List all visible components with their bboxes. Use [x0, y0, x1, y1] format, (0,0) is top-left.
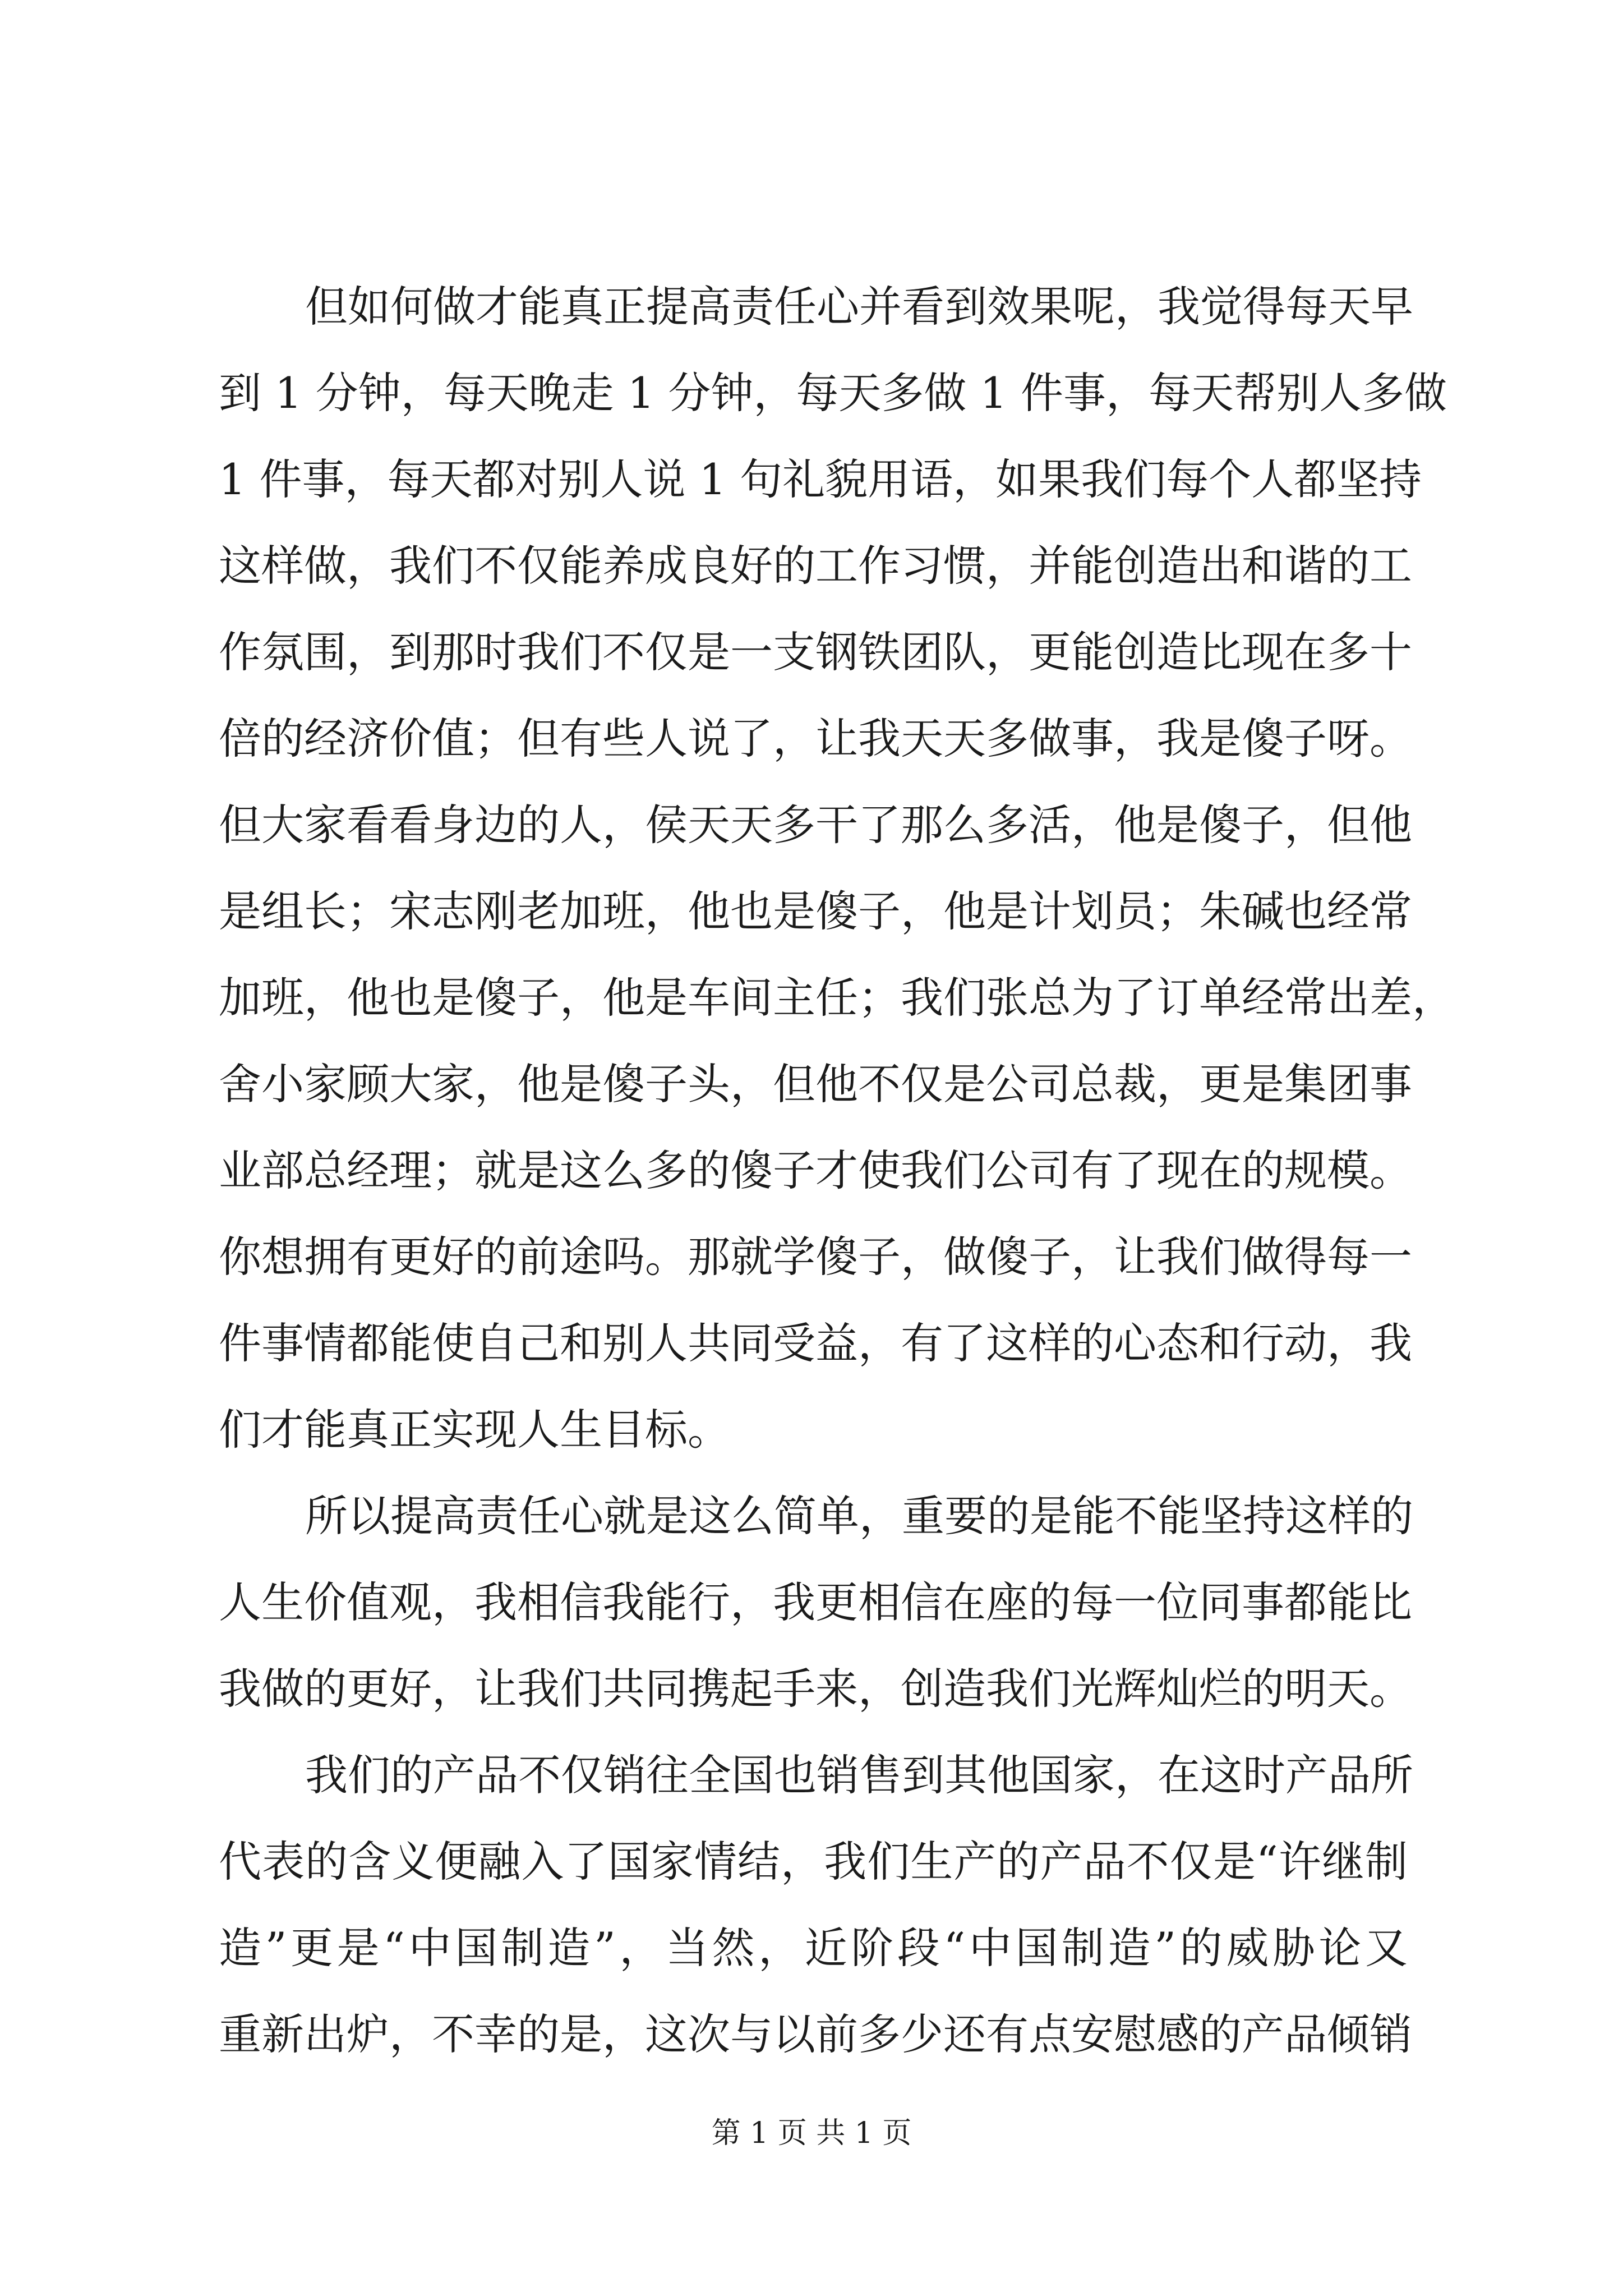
paragraph-1-line-5: 作氛围，到那时我们不仅是一支钢铁团队，更能创造比现在多十 [219, 627, 1412, 677]
paragraph-2-line-3: 我做的更好，让我们共同携起手来，创造我们光辉灿烂的明天。 [219, 1664, 1412, 1714]
document-body [219, 264, 1455, 2078]
paragraph-1-line-8: 是组长；宋志刚老加班，他也是傻子，他是计划员；朱碱也经常 [219, 886, 1412, 936]
paragraph-1-line-13: 件事情都能使自己和别人共同受益，有了这样的心态和行动，我 [219, 1318, 1412, 1368]
paragraph-1-line-14: 们才能真正实现人生目标。 [219, 1405, 730, 1455]
paragraph-1-line-3: 1 件事，每天都对别人说 1 句礼貌用语，如果我们每个人都坚持 [219, 454, 1422, 504]
paragraph-1-line-10: 舍小家顾大家，他是傻子头，但他不仅是公司总裁，更是集团事 [219, 1059, 1412, 1109]
paragraph-1-line-4: 这样做，我们不仅能养成良好的工作习惯，并能创造出和谐的工 [219, 541, 1412, 591]
paragraph-3-line-4: 重新出炉，不幸的是，这次与以前多少还有点安慰感的产品倾销 [219, 2009, 1412, 2059]
paragraph-3-line-1: 我们的产品不仅销往全国也销售到其他国家，在这时产品所 [305, 1750, 1413, 1800]
page-number-footer: 第 1 页 共 1 页 [711, 2116, 912, 2150]
paragraph-3-line-3: 造”更是“中国制造”，当然，近阶段“中国制造”的威胁论又 [219, 1923, 1408, 1973]
paragraph-1-line-6: 倍的经济价值；但有些人说了，让我天天多做事，我是傻子呀。 [219, 714, 1412, 763]
paragraph-1-line-9: 加班，他也是傻子，他是车间主任；我们张总为了订单经常出差， [219, 973, 1455, 1023]
paragraph-2-line-2: 人生价值观，我相信我能行，我更相信在座的每一位同事都能比 [219, 1577, 1412, 1627]
paragraph-1-line-2: 到 1 分钟，每天晚走 1 分钟，每天多做 1 件事，每天帮别人多做 [219, 368, 1447, 418]
paragraph-1-line-7: 但大家看看身边的人，侯天天多干了那么多活，他是傻子，但他 [219, 800, 1412, 850]
paragraph-3-line-2: 代表的含义便融入了国家情结，我们生产的产品不仅是“许继制 [219, 1837, 1408, 1887]
paragraph-1-line-12: 你想拥有更好的前途吗。那就学傻子，做傻子，让我们做得每一 [219, 1232, 1412, 1282]
paragraph-1-line-11: 业部总经理；就是这么多的傻子才使我们公司有了现在的规模。 [219, 1145, 1412, 1195]
paragraph-1-line-1: 但如何做才能真正提高责任心并看到效果呢，我觉得每天早 [305, 282, 1413, 332]
paragraph-2-line-1: 所以提高责任心就是这么简单，重要的是能不能坚持这样的 [305, 1491, 1413, 1541]
